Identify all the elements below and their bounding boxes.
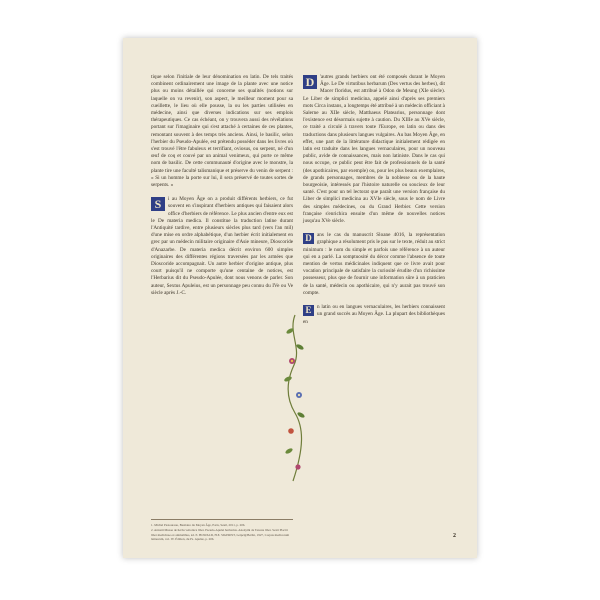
right-paragraph-3 <box>303 304 445 326</box>
left-paragraph-1: tique selon l'initiale de leur dénomination en latin. De tels traités combinent ordinairement une image de la plante avec une notice plus ou moins détaillée qui concerne ses qualités (notions sur laquelle on va revenir), son aspect, le meilleur moment pour sa cueillette, le lieu où elle pousse, la ou les parties utilisées en médecine, ainsi que diverses indications sur ses emplois thérapeutiques. Ce cas échéant, on y trouvera aussi des révélations portant sur l'imaginaire qui s'est attaché à certaines de ces plantes, remontant souvent à des temps très anciens. Ainsi, le basilic, selon l'herbier du Pseudo-Apulée, est prétendu posséder dans les livres où s'est trouvé l'être fabuleux et terrifiant, oviosus, ou serpent, né d'un œuf de coq et couvé par un animal venimeux, qui porte ce même nom de basilic. De cette communauté d'origine avec le monstre, la plante tire une faculté talismanique et préserve du venin de serpent : « Si un homme la porte sur lui, il sera préservé de toutes sortes de serpents. » <box>151 74 293 189</box>
drop-cap-d-1: D <box>303 75 317 89</box>
right-paragraph-2-text: ans le cas du manuscrit Sloane 4016, la représentation graphique a résolument pris le pas sur le texte, réduit au strict minimum : le nom du simple et parfois une référence à un auteur qui en a parlé. La somptuosité du décor comme l'absence de toute mention de vertus médicinales indiquent que ce livre avait pour vocation principale de satisfaire la curiosité érudite d'un richissime possesseur, plus que de fournir une information sûre à un praticien de la santé, médecin ou apothicaire, qui n'y aurait pas trouvé son compte. <box>303 232 445 296</box>
footnotes <box>151 519 293 542</box>
right-paragraph-3-text: n latin ou en langues vernaculaires, les herbiers connaissent un grand succès au Moyen Âge. La plupart des bibliothèques en <box>303 304 445 325</box>
right-paragraph-2 <box>303 232 445 297</box>
left-column <box>151 74 293 304</box>
drop-cap-s: S <box>151 197 165 211</box>
floral-vine-ornament <box>280 313 310 483</box>
left-paragraph-2-text: i au Moyen Âge on a produit différents herbiers, ce fut souvent en s'inspirant d'herbiers antiques qui faisaient alors office d'herbiers de référence. Le plus ancien d'entre eux est le De materia medica. Il constitue la traduction latine durant l'Antiquité tardive, entre plusieurs siècles plus tard (vers l'an mil) d'une mise en ordre alphabétique, d'un herbier écrit initialement en grec par un médecin militaire originaire d'Asie mineure, Dioscoride d'Anazarbe. De materia medica décrit environ 600 simples originaires des différentes régions traversées par les armées que Dioscoride accompagnait. Un autre herbier d'origine antique, plus court puisqu'il ne comporte qu'une centaine de notices, est l'Herbarius dit du Pseudo-Apulée, dont nous venons de parler. Son auteur, Sextus Apuleius, est un personnage peu connu du IVe ou Ve siècle après J.-C. <box>151 196 293 296</box>
left-paragraph-2 <box>151 196 293 297</box>
page-number: 2 <box>453 533 456 539</box>
footnote-1: 1. Michel Pastoureau, Bestiaire du Moyen Âge, Paris, Seuil, 2011, p. 206. <box>151 523 246 527</box>
drop-cap-d-2: D <box>303 233 314 244</box>
book-page <box>123 38 477 558</box>
right-column <box>303 74 445 333</box>
right-paragraph-1-text: 'autres grands herbiers ont été composés durant le Moyen Âge. Le De virtutibus herbarum (Des vertus des herbes), dit Macer floridus, est attribué à Odon de Meung (XIe siècle). Le Liber de simplici medicina, appelé ainsi d'après ses premiers mots Circa instans, a longtemps été attribué à un médecin officiant à Salerne au XIIe siècle, Matthaeus Platearius, personnage dont l'existence est désormais sujette à caution. Du XIIIe au XVe siècle, ce traité a circulé à travers toute l'Europe, en latin ou dans des traductions dans plusieurs langues vulgaires. Au bas Moyen Âge, en effet, une part de la littérature didactique initialement rédigée en latin est traduite dans les langues vernaculaires, pour un nouveau public, avide de connaissances, mais non latiniste. Dans le cas qui nous occupe, ce public peut être fait de professionnels de la santé (des apothicaires, par exemple) ou, pour les plus beaux exemplaires, de grands personnages, membres de la noblesse ou de la haute bourgeoisie, intéressés par l'histoire naturelle ou soucieux de leur santé. C'est pour un tel lectorat que paraît une version française du Liber de simplici medicina au XVIe siècle, sous le nom de Livre des simples médecines, ou du Grand Herbier. Cette version française s'enrichira ensuite d'un même de nouvelles notices jusqu'au XVe siècle. <box>303 74 445 225</box>
drop-cap-e: E <box>303 305 314 316</box>
right-paragraph-1 <box>303 74 445 225</box>
footnote-2: 2. Antonii Musae de herba vettonica liber. Pseudo-Apulei herbarius. Anonymi de Taxone liber. Sexti Placiti liber medicinae ex animalibus, éd. E. HOWALD, H.E. SIGERIST, Leipzig/Berlin, 1927, Corpus medicorum latinorum, vol. IV. Édition, du Ps. Apulée, p. 206. <box>151 528 290 541</box>
